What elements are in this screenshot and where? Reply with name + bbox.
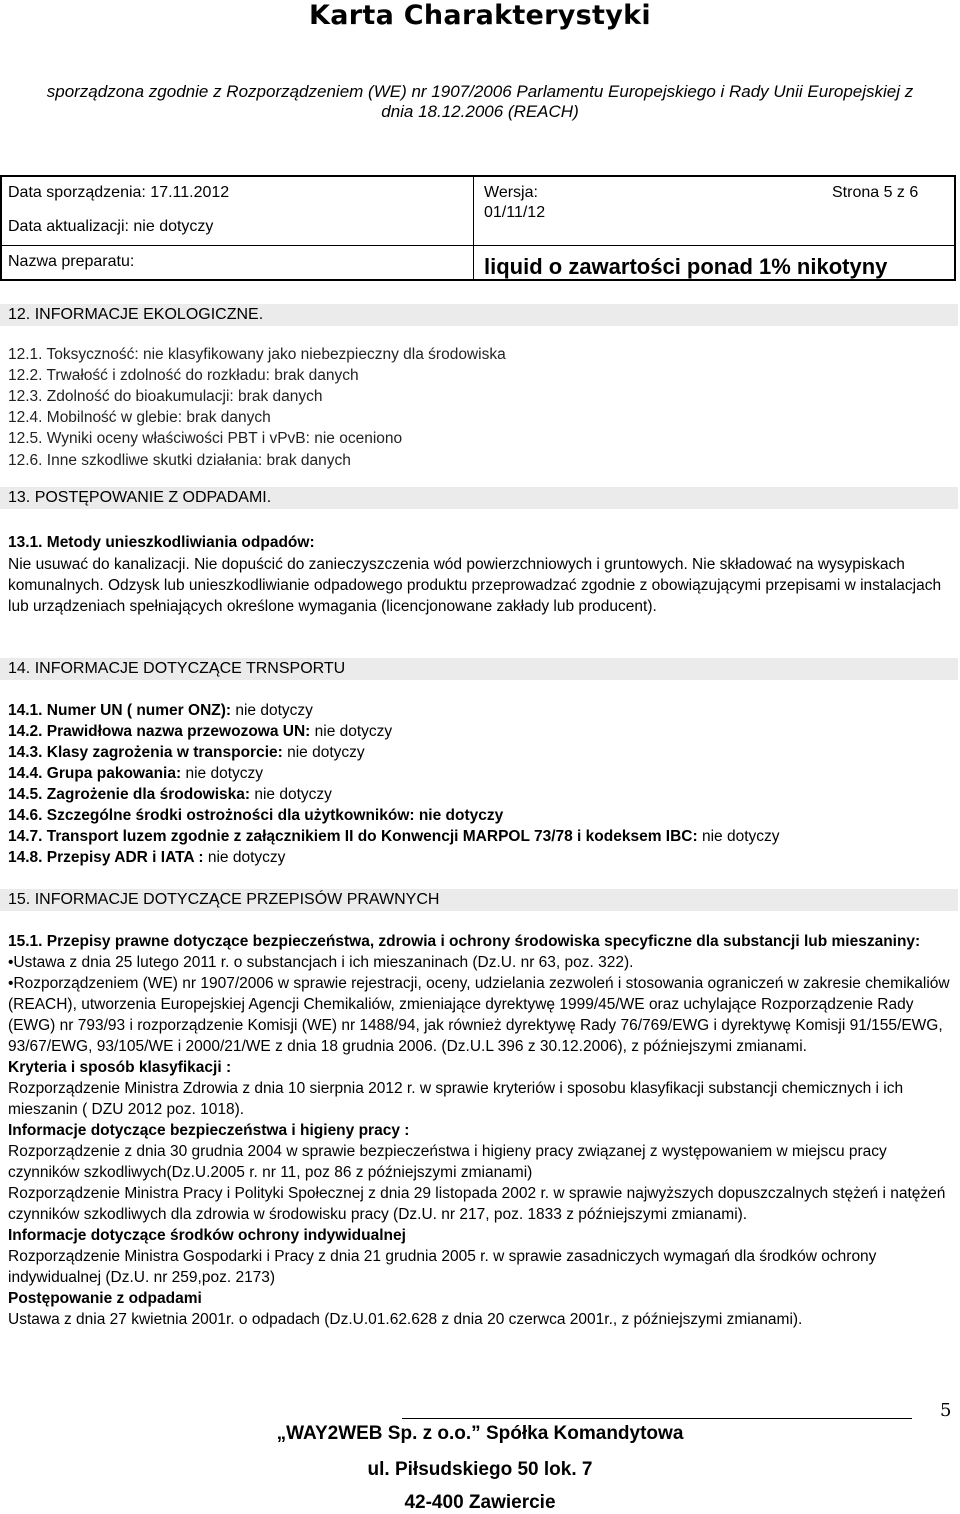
footer-street: ul. Piłsudskiego 50 lok. 7: [367, 1459, 593, 1480]
s12-item-label: 12.2. Trwałość i zdolność do rozkładu:: [8, 367, 270, 384]
s14-item-label: 14.5. Zagrożenie dla środowiska:: [8, 786, 251, 803]
section-15-heading: 15. INFORMACJE DOTYCZĄCE PRZEPISÓW PRAWNYCH: [0, 889, 958, 911]
s15-bhp-text-2: Rozporządzenie Ministra Pracy i Polityki Społecznej z dnia 29 listopada 2002 r. w sprawie najwyższych dopuszczalnych stężeń i natężeń czynników szkodliwych dla zdrowia w środowisku pracy (Dz.U. nr 217, poz. 1833 z późniejszymi zmianami).: [8, 1185, 946, 1223]
s14-item-value: nie dotyczy: [231, 702, 313, 719]
version-label: Wersja:: [484, 184, 538, 201]
s12-item-value: nie oceniono: [309, 430, 403, 447]
date-updated: Data aktualizacji: nie dotyczy: [8, 218, 214, 235]
document-title: Karta Charakterystyki: [309, 0, 651, 31]
s14-item-label: 14.4. Grupa pakowania:: [8, 765, 182, 782]
s12-item-label: 12.3. Zdolność do bioakumulacji:: [8, 388, 234, 405]
footer-city: 42-400 Zawiercie: [404, 1492, 556, 1513]
s12-item-value: brak danych: [233, 388, 323, 405]
s14-item: [8, 848, 285, 868]
s15-klasyfikacja-heading: Kryteria i sposób klasyfikacji :: [8, 1059, 232, 1076]
s12-item-label: 12.4. Mobilność w glebie:: [8, 409, 183, 426]
s15-bhp-heading: Informacje dotyczące bezpieczeństwa i higieny pracy :: [8, 1122, 410, 1139]
s15-odpady-heading: Postępowanie z odpadami: [8, 1290, 202, 1307]
header-table: [0, 175, 956, 281]
s14-item-value: nie dotyczy: [250, 786, 332, 803]
footer-rule: [402, 1418, 912, 1419]
s15-odpady-text: Ustawa z dnia 27 kwietnia 2001r. o odpadach (Dz.U.01.62.628 z dnia 20 czerwca 2001r., z późniejszymi zmianami).: [8, 1311, 803, 1328]
s14-item-value: nie dotyczy: [282, 744, 365, 761]
s14-item: [8, 701, 313, 721]
s14-item: [8, 785, 332, 805]
product-name: liquid o zawartości ponad 1% nikotyny: [484, 254, 888, 279]
s14-item-label: 14.2. Prawidłowa nazwa przewozowa UN:: [8, 723, 311, 740]
s13-subheading: 13.1. Metody unieszkodliwiania odpadów:: [8, 534, 315, 551]
s12-item-label: 12.5. Wyniki oceny właściwości PBT i vPvB:: [8, 430, 310, 447]
s14-item-label: 14.6. Szczególne środki ostrożności dla użytkowników: nie dotyczy: [8, 807, 504, 824]
page-number: 5: [940, 1400, 952, 1421]
s14-item-label: 14.8. Przepisy ADR i IATA :: [8, 849, 204, 866]
s12-item-value: brak danych: [262, 452, 351, 469]
subtitle-line-1: sporządzona zgodnie z Rozporządzeniem (WE) nr 1907/2006 Parlamentu Europejskiego i Rady Unii Europejskiej z: [46, 82, 914, 101]
s14-item: [8, 827, 780, 847]
s15-bullet-1: •Ustawa z dnia 25 lutego 2011 r. o substancjach i ich mieszaninach (Dz.U. nr 63, poz. 322).: [8, 954, 634, 971]
date-created: Data sporządzenia: 17.11.2012: [8, 184, 230, 201]
section-15-body: [8, 931, 953, 1330]
s15-bhp-text-1: Rozporządzenie z dnia 30 grudnia 2004 w sprawie bezpieczeństwa i higieny pracy związanej z występowaniem w miejscu pracy czynników szkodliwych(Dz.U.2005 r. nr 11, poz 86 z późniejszymi zmianami): [8, 1143, 887, 1181]
header-divider-vertical: [473, 177, 474, 279]
s12-item: [8, 429, 402, 449]
s12-item-label: 12.1. Toksyczność:: [8, 346, 139, 363]
s12-item: [8, 408, 271, 428]
s15-bullet-2: •Rozporządzeniem (WE) nr 1907/2006 w sprawie rejestracji, oceny, udzielania zezwoleń i stosowania ograniczeń w zakresie chemikaliów (REACH), utworzenia Europejskiej Agencji Chemikaliów, zmieniające dyrektywę 1999/45/WE oraz uchylające Rozporządzenie Rady (EWG) nr 793/93 i rozporządzenie Komisji (WE) nr 1488/94, jak również dyrektywę Rady 76/769/EWG i dyrektywę Komisji 91/155/EWG, 93/67/EWG, 93/105/WE i 2000/21/WE z dnia 18 grudnia 2006. (Dz.U.L 396 z 30.12.2006), z późniejszymi zmianami.: [8, 975, 950, 1055]
section-13-heading: 13. POSTĘPOWANIE Z ODPADAMI.: [0, 487, 958, 509]
s12-item-label: 12.6. Inne szkodliwe skutki działania:: [8, 452, 263, 469]
s12-item: [8, 345, 506, 365]
s12-item: [8, 387, 323, 407]
s12-item-value: brak danych: [182, 409, 271, 426]
s12-item: [8, 366, 359, 386]
s12-item-value: brak danych: [269, 367, 359, 384]
subtitle-line-2: dnia 18.12.2006 (REACH): [381, 102, 579, 121]
s12-item: [8, 451, 351, 471]
s14-item-label: 14.1. Numer UN ( numer ONZ):: [8, 702, 232, 719]
s14-item-value: nie dotyczy: [203, 849, 286, 866]
version-value: 01/11/12: [484, 204, 546, 221]
page-indicator: Strona 5 z 6: [832, 184, 919, 201]
s13-text: Nie usuwać do kanalizacji. Nie dopuścić do zanieczyszczenia wód powierzchniowych i gruntowych. Nie składować na wysypiskach komunalnych. Odzysk lub unieszkodliwianie odpadowego produktu przeprowadzać zgodnie z obowiązującymi przepisami w instalacjach lub urządzeniach spełniających określone wymagania (licencjonowane zakłady lub producent).: [8, 556, 942, 615]
s12-item-value: nie klasyfikowany jako niebezpieczny dla środowiska: [138, 346, 506, 363]
s14-item-value: nie dotyczy: [697, 828, 780, 845]
s15-sor-text: Rozporządzenie Ministra Gospodarki i Pracy z dnia 21 grudnia 2005 r. w sprawie zasadniczych wymagań dla środków ochrony indywidualnej (Dz.U. nr 259,poz. 2173): [8, 1248, 877, 1286]
s14-item-value: nie dotyczy: [310, 723, 393, 740]
s14-item: [8, 722, 392, 742]
section-14-heading: 14. INFORMACJE DOTYCZĄCE TRNSPORTU: [0, 658, 958, 680]
section-12-heading: 12. INFORMACJE EKOLOGICZNE.: [0, 304, 958, 326]
s14-item: [8, 743, 365, 763]
footer-company: „WAY2WEB Sp. z o.o.” Spółka Komandytowa: [276, 1423, 684, 1444]
s14-item-label: 14.3. Klasy zagrożenia w transporcie:: [8, 744, 283, 761]
s14-item: [8, 764, 263, 784]
s15-sor-heading: Informacje dotyczące środków ochrony indywidualnej: [8, 1227, 406, 1244]
s14-item-label: 14.7. Transport luzem zgodnie z załącznikiem II do Konwencji MARPOL 73/78 i kodeksem IBC:: [8, 828, 698, 845]
s15-subheading: 15.1. Przepisy prawne dotyczące bezpieczeństwa, zdrowia i ochrony środowiska specyficzne dla substancji lub mieszaniny:: [8, 933, 921, 950]
s14-item-value: nie dotyczy: [181, 765, 264, 782]
header-divider-horizontal: [2, 245, 954, 246]
document-subtitle: [0, 82, 960, 122]
s15-klasyfikacja-text: Rozporządzenie Ministra Zdrowia z dnia 10 sierpnia 2012 r. w sprawie kryteriów i sposobu klasyfikacji substancji chemicznych i ich mieszanin ( DZU 2012 poz. 1018).: [8, 1080, 904, 1118]
s14-item: [8, 806, 503, 826]
product-label: Nazwa preparatu:: [8, 253, 135, 270]
